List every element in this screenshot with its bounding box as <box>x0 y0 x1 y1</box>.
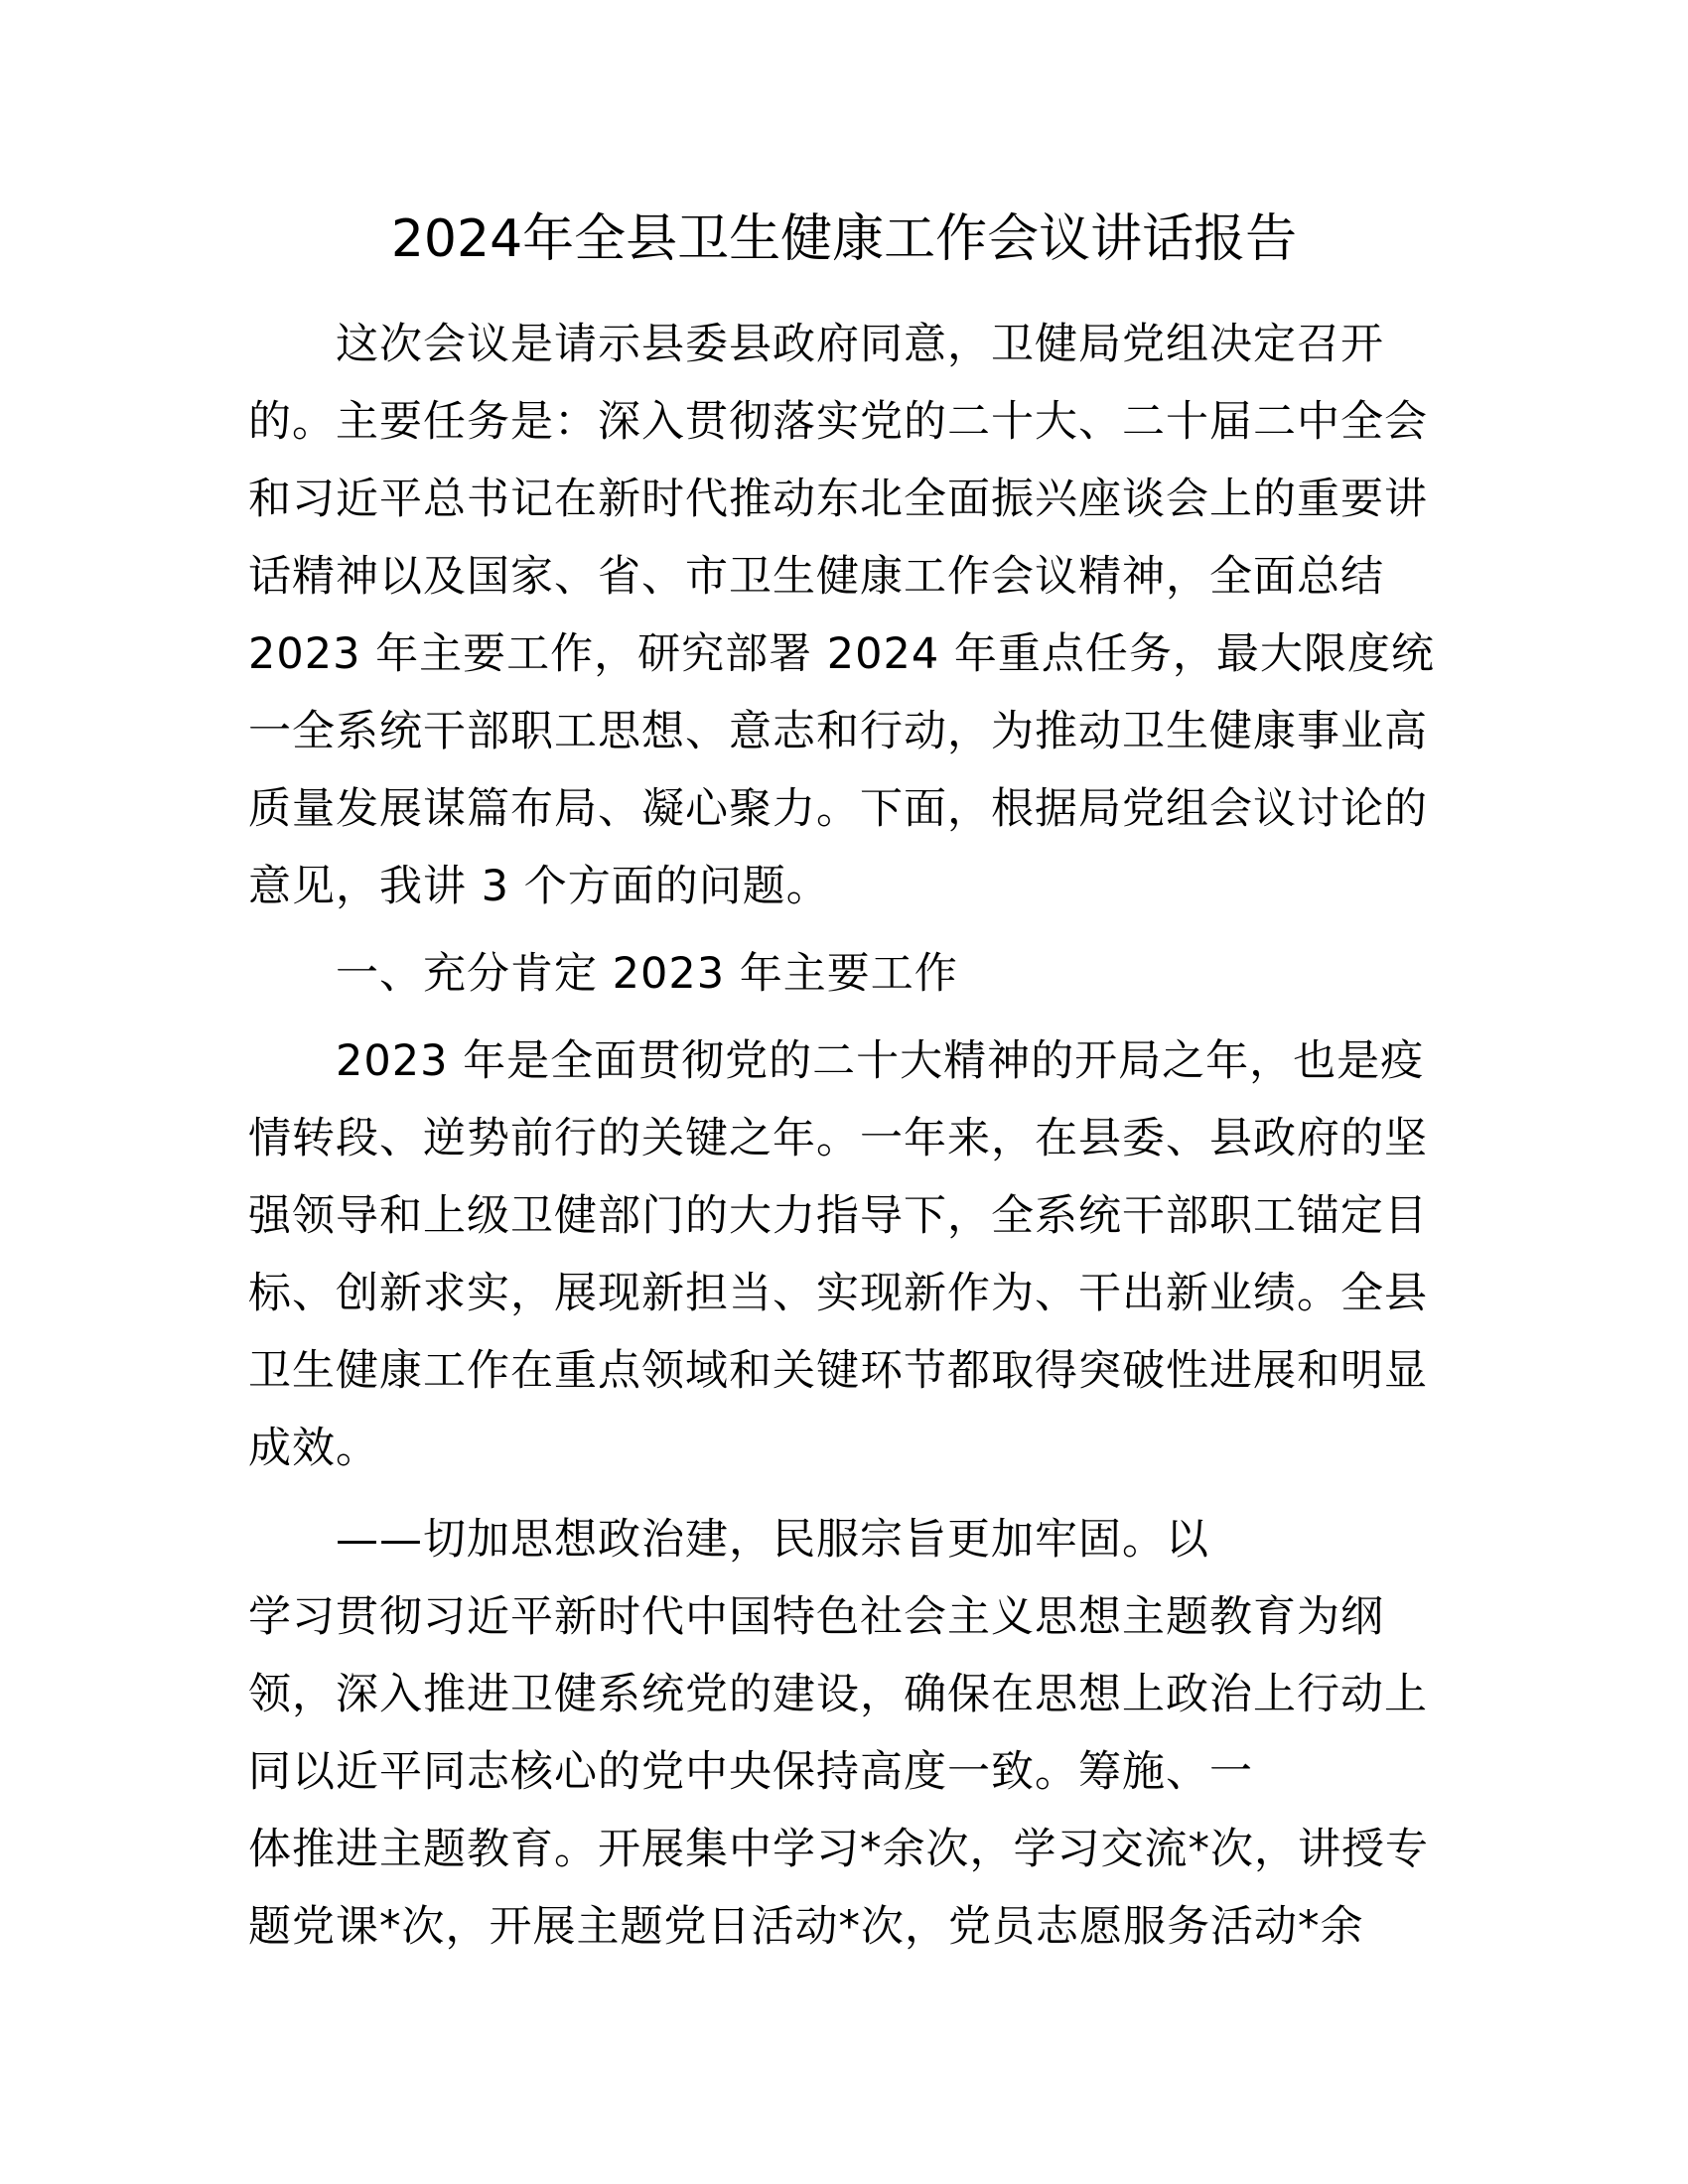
text-line: 的。主要任务是：深入贯彻落实党的二十大、二十届二中全会 <box>248 397 1428 447</box>
text-line: 2023 年是全面贯彻党的二十大精神的开局之年，也是疫 <box>336 1036 1425 1086</box>
text-line: 学习贯彻习近平新时代中国特色社会主义思想主题教育为纲 <box>248 1592 1384 1642</box>
text-line: 和习近平总书记在新时代推动东北全面振兴座谈会上的重要讲 <box>248 475 1428 524</box>
text-line: 题党课*次，开展主题党日活动*次，党员志愿服务活动*余 <box>248 1902 1364 1952</box>
text-line: 体推进主题教育。开展集中学习*余次，学习交流*次，讲授专 <box>248 1825 1429 1874</box>
document-body <box>248 306 1440 1966</box>
section-heading <box>248 935 1440 1013</box>
text-line: 情转段、逆势前行的关键之年。一年来，在县委、县政府的坚 <box>248 1114 1428 1163</box>
text-line: 质量发展谋篇布局、凝心聚力。下面，根据局党组会议讨论的 <box>248 784 1428 834</box>
text-line: 标、创新求实，展现新担当、实现新作为、干出新业绩。全县 <box>248 1269 1428 1318</box>
text-line: 话精神以及国家、省、市卫生健康工作会议精神，全面总结 <box>248 552 1384 602</box>
text-line: 领，深入推进卫健系统党的建设，确保在思想上政治上行动上 <box>248 1670 1428 1719</box>
section-heading-text: 一、充分肯定 2023 年主要工作 <box>336 949 958 999</box>
text-line: 同以近平同志核心的党中央保持高度一致。筹施、一 <box>248 1747 1253 1797</box>
text-line: 成效。 <box>248 1424 379 1473</box>
text-line: 意见，我讲 3 个方面的问题。 <box>248 862 830 911</box>
document-title: 2024年全县卫生健康工作会议讲话报告 <box>390 209 1298 269</box>
text-line: 强领导和上级卫健部门的大力指导下，全系统干部职工锚定目 <box>248 1191 1428 1241</box>
text-line: 卫生健康工作在重点领域和关键环节都取得突破性进展和明显 <box>248 1346 1428 1396</box>
text-line: ——切加思想政治建，民服宗旨更加牢固。以 <box>336 1515 1209 1565</box>
paragraph-body <box>248 1023 1440 1487</box>
paragraph-intro <box>248 306 1440 925</box>
paragraph-body <box>248 1501 1440 1966</box>
text-line: 这次会议是请示县委县政府同意，卫健局党组决定召开 <box>336 320 1384 369</box>
text-line: 一全系统干部职工思想、意志和行动，为推动卫生健康事业高 <box>248 707 1428 756</box>
text-line: 2023 年主要工作，研究部署 2024 年重点任务，最大限度统 <box>248 629 1435 679</box>
